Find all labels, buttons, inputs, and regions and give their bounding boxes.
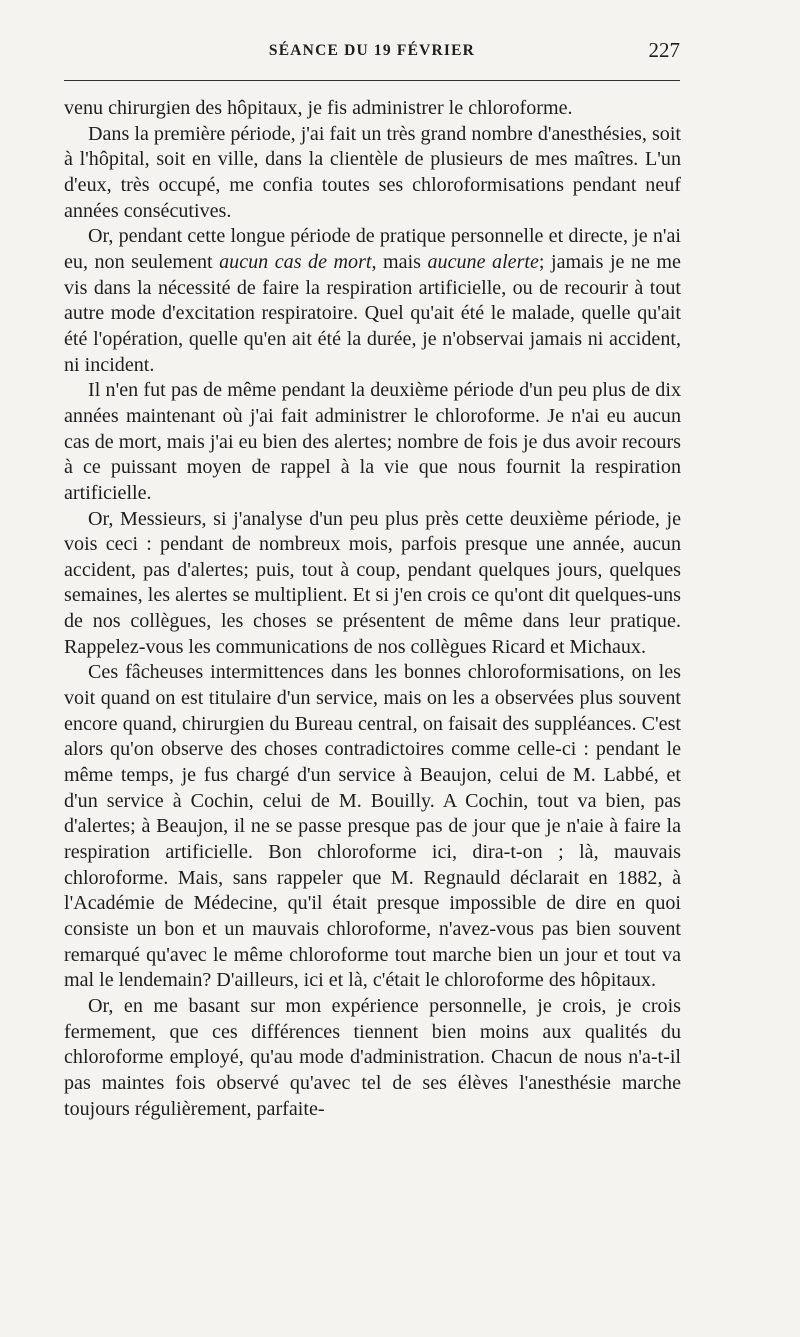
paragraph-3-text-a: Or, pendant cette longue période de pratique personnelle et directe, je n'ai eu, non seulement — [64, 225, 681, 273]
paragraph-3-text-c: , mais — [371, 250, 428, 273]
italic-aucune-alerte: aucune alerte — [427, 250, 539, 273]
paragraph-7: Or, en me basant sur mon expérience personnelle, je crois, je crois fermement, que ces différences tiennent bien moins aux qualités du chloroforme employé, qu'au mode d'administration. Chacun de nous n'a-t-il pas maintes fois observé qu'avec tel de ses élèves l'anesthésie marche toujours régulièrement, parfaite- — [64, 994, 681, 1120]
header-rule — [64, 80, 680, 81]
body-text — [64, 96, 681, 1122]
paragraph-6: Ces fâcheuses intermittences dans les bonnes chloroformisations, on les voit quand on est titulaire d'un service, mais on les a observées plus souvent encore quand, chirurgien du Bureau central, on faisait des suppléances. C'est alors qu'on observe des choses contradictoires comme celle-ci : pendant le même temps, je fus chargé d'un service à Beaujon, celui de M. Labbé, et d'un service à Cochin, celui de M. Bouilly. A Cochin, tout va bien, pas d'alertes; à Beaujon, il ne se passe presque pas de jour que je n'aie à faire la respiration artificielle. Bon chloroforme ici, dira-t-on ; là, mauvais chloroforme. Mais, sans rappeler que M. Regnauld déclarait en 1882, à l'Académie de Médecine, qu'il était presque impossible de dire en quoi consiste un bon et un mauvais chloroforme, n'avez-vous pas bien souvent remarqué qu'avec le même chloroforme tout marche bien un jour et tout va mal le lendemain? D'ailleurs, ici et là, c'était le chloroforme des hôpitaux. — [64, 661, 681, 992]
running-title: SÉANCE DU 19 FÉVRIER — [268, 42, 476, 59]
italic-aucun-cas-de-mort: aucun cas de mort — [219, 250, 372, 273]
paragraph-4: Il n'en fut pas de même pendant la deuxième période d'un peu plus de dix années maintenant où j'ai fait administrer le chloroforme. Je n'ai eu aucun cas de mort, mais j'ai eu bien des alertes; nombre de fois je dus avoir recours à ce puissant moyen de rappel à la vie que nous fournit la respiration artificielle. — [64, 379, 681, 504]
paragraph-3-text-e: ; jamais je ne me vis dans la nécessité de faire la respiration artificielle, ou de recourir à tout autre mode d'excitation respiratoire. Quel qu'ait été le malade, quelle qu'ait été l'opération, quelle qu'en ait été la durée, je n'observai jamais ni accident, ni incident. — [64, 250, 681, 376]
paragraph-1: venu chirurgien des hôpitaux, je fis administrer le chloroforme. — [64, 97, 573, 119]
page-number: 227 — [648, 38, 680, 62]
paragraph-2: Dans la première période, j'ai fait un très grand nombre d'anesthésies, soit à l'hôpital, soit en ville, dans la clientèle de plusieurs de mes maîtres. L'un d'eux, très occupé, me confia toutes ses chloroformisations pendant neuf années consécutives. — [64, 122, 681, 222]
running-head — [64, 38, 680, 66]
paragraph-3 — [64, 224, 681, 378]
paragraph-5: Or, Messieurs, si j'analyse d'un peu plus près cette deuxième période, je vois ceci : pendant de nombreux mois, parfois presque une année, aucun accident, pas d'alertes; puis, tout à coup, pendant quelques jours, quelques semaines, les alertes se multiplient. Et si j'en crois ce qu'ont dit quelques-uns de nos collègues, les choses se présentent de même dans leur pratique. Rappelez-vous les communications de nos collègues Ricard et Michaux. — [64, 507, 681, 658]
